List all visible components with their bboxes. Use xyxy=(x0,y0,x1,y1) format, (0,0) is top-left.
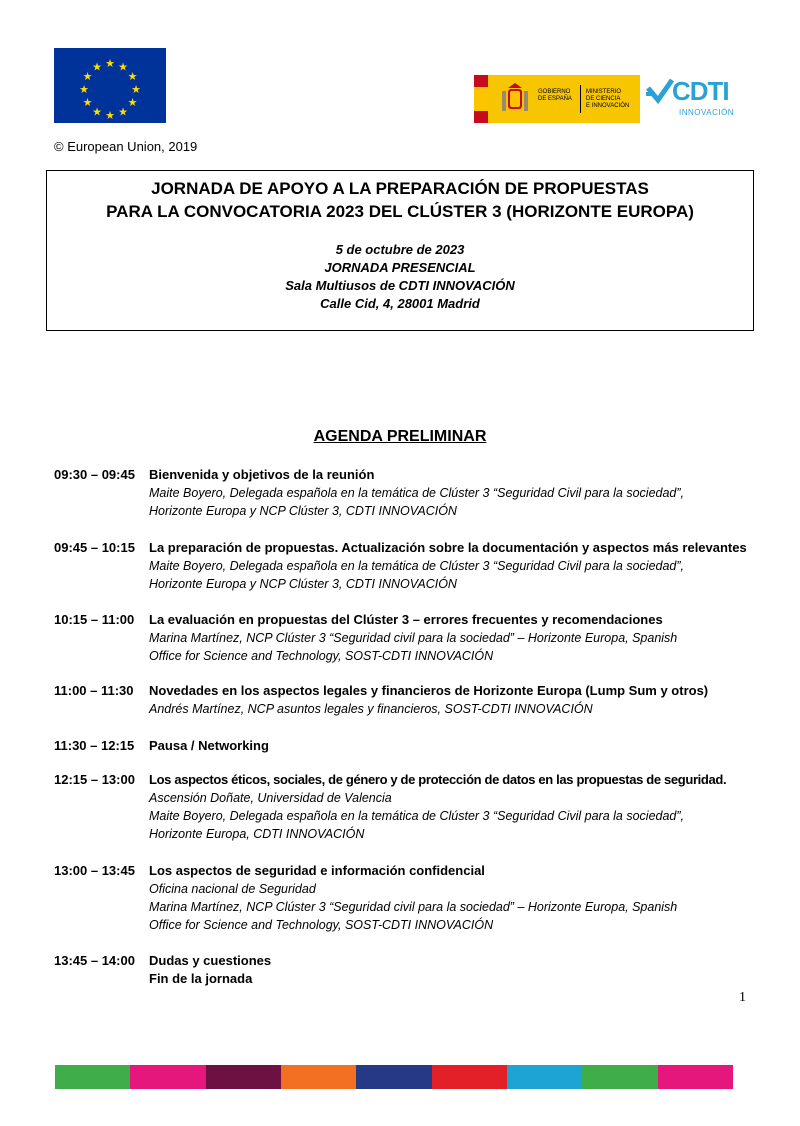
svg-text:★: ★ xyxy=(131,83,141,96)
eu-flag-logo xyxy=(54,48,166,123)
agenda-topic: Pausa / Networking xyxy=(149,738,269,753)
ministry-text-line3: E INNOVACIÓN xyxy=(586,103,630,109)
agenda-speaker: Maite Boyero, Delegada española en la temática de Clúster 3 “Seguridad Civil para la sociedad”, xyxy=(149,486,685,500)
coat-of-arms-icon xyxy=(498,81,532,117)
agenda-time: 12:15 – 13:00 xyxy=(54,772,135,787)
gov-text-line2: DE ESPAÑA xyxy=(538,96,572,102)
footer-color-segment xyxy=(432,1065,507,1089)
svg-text:★: ★ xyxy=(92,105,102,119)
agenda-time: 09:30 – 09:45 xyxy=(54,467,135,482)
page-number: 1 xyxy=(739,990,746,1005)
agenda-speaker: Horizonte Europa y NCP Clúster 3, CDTI INNOVACIÓN xyxy=(149,504,457,518)
footer-color-segment xyxy=(507,1065,582,1089)
cdti-logo-sub: INNOVACIÓN xyxy=(679,108,735,117)
footer-color-segment xyxy=(281,1065,356,1089)
event-address: Calle Cid, 4, 28001 Madrid xyxy=(320,296,480,311)
cdti-logo xyxy=(646,74,735,124)
agenda-time: 11:00 – 11:30 xyxy=(54,683,134,698)
agenda-topic: Los aspectos éticos, sociales, de género y de protección de datos en las propuestas de seguridad. xyxy=(149,772,727,787)
svg-text:★: ★ xyxy=(127,96,138,109)
agenda-speaker: Maite Boyero, Delegada española en la temática de Clúster 3 “Seguridad Civil para la sociedad”, xyxy=(149,559,685,573)
footer-color-segment xyxy=(206,1065,281,1089)
svg-text:★: ★ xyxy=(79,83,89,96)
event-title-line1: JORNADA DE APOYO A LA PREPARACIÓN DE PROPUESTAS xyxy=(151,179,649,198)
svg-text:★: ★ xyxy=(105,57,115,70)
copyright-notice: © European Union, 2019 xyxy=(54,139,198,154)
agenda-topic: La evaluación en propuestas del Clúster 3 – errores frecuentes y recomendaciones xyxy=(149,612,663,627)
eu-stars-icon xyxy=(54,48,166,123)
footer-color-segment xyxy=(55,1065,130,1089)
agenda-topic-end: Fin de la jornada xyxy=(149,971,253,986)
agenda-heading: AGENDA PRELIMINAR xyxy=(313,428,487,445)
agenda-speaker: Oficina nacional de Seguridad xyxy=(149,882,316,896)
agenda-speaker: Ascensión Doñate, Universidad de Valencia xyxy=(149,791,392,805)
agenda-speaker: Maite Boyero, Delegada española en la temática de Clúster 3 “Seguridad Civil para la sociedad”, xyxy=(149,809,685,823)
agenda-speaker: Office for Science and Technology, SOST-CDTI INNOVACIÓN xyxy=(149,649,494,663)
event-date: 5 de octubre de 2023 xyxy=(335,242,465,257)
agenda-time: 13:45 – 14:00 xyxy=(54,953,135,968)
gov-logo-divider xyxy=(580,85,581,113)
cdti-mark-icon xyxy=(646,78,674,110)
agenda-topic: Los aspectos de seguridad e información confidencial xyxy=(149,863,485,878)
agenda-speaker: Horizonte Europa y NCP Clúster 3, CDTI INNOVACIÓN xyxy=(149,577,457,591)
footer-color-segment xyxy=(356,1065,431,1089)
ministry-text-line1: MINISTERIO xyxy=(586,89,622,95)
svg-text:★: ★ xyxy=(105,109,115,122)
agenda-speaker: Horizonte Europa, CDTI INNOVACIÓN xyxy=(149,827,365,841)
agenda-speaker: Marina Martínez, NCP Clúster 3 “Seguridad civil para la sociedad” – Horizonte Europa, Spanish xyxy=(149,900,678,914)
footer-color-segment xyxy=(582,1065,657,1089)
footer-color-segment xyxy=(130,1065,205,1089)
ministry-text-line2: DE CIENCIA xyxy=(586,96,621,102)
agenda-speaker: Andrés Martínez, NCP asuntos legales y financieros, SOST-CDTI INNOVACIÓN xyxy=(149,702,593,716)
event-mode: JORNADA PRESENCIAL xyxy=(324,260,476,275)
svg-text:★: ★ xyxy=(82,96,93,109)
agenda-time: 09:45 – 10:15 xyxy=(54,540,135,555)
cdti-logo-name: CDTI xyxy=(672,76,729,106)
agenda-topic: Bienvenida y objetivos de la reunión xyxy=(149,467,375,482)
agenda-time: 13:00 – 13:45 xyxy=(54,863,135,878)
svg-text:★: ★ xyxy=(82,70,93,83)
gov-text-line1: GOBIERNO xyxy=(538,89,571,95)
agenda-speaker: Marina Martínez, NCP Clúster 3 “Seguridad civil para la sociedad” – Horizonte Europa, Spanish xyxy=(149,631,678,645)
agenda-topic: Dudas y cuestiones xyxy=(149,953,272,968)
svg-text:★: ★ xyxy=(92,60,102,74)
footer-color-bar xyxy=(55,1065,733,1089)
svg-text:★: ★ xyxy=(118,60,128,74)
event-title-line2: PARA LA CONVOCATORIA 2023 DEL CLÚSTER 3 (HORIZONTE EUROPA) xyxy=(106,202,694,221)
gobierno-espana-logo xyxy=(474,75,640,123)
spain-flag-strip xyxy=(474,75,488,123)
svg-text:★: ★ xyxy=(118,105,128,119)
footer-color-segment xyxy=(658,1065,733,1089)
agenda-topic: Novedades en los aspectos legales y financieros de Horizonte Europa (Lump Sum y otros) xyxy=(149,683,709,698)
agenda-topic: La preparación de propuestas. Actualización sobre la documentación y aspectos más relevantes xyxy=(149,540,747,555)
svg-text:★: ★ xyxy=(127,70,138,83)
event-title-box xyxy=(46,170,754,331)
event-venue: Sala Multiusos de CDTI INNOVACIÓN xyxy=(285,278,515,293)
agenda-time: 11:30 – 12:15 xyxy=(54,738,135,753)
agenda-time: 10:15 – 11:00 xyxy=(54,612,135,627)
agenda-speaker: Office for Science and Technology, SOST-CDTI INNOVACIÓN xyxy=(149,918,494,932)
